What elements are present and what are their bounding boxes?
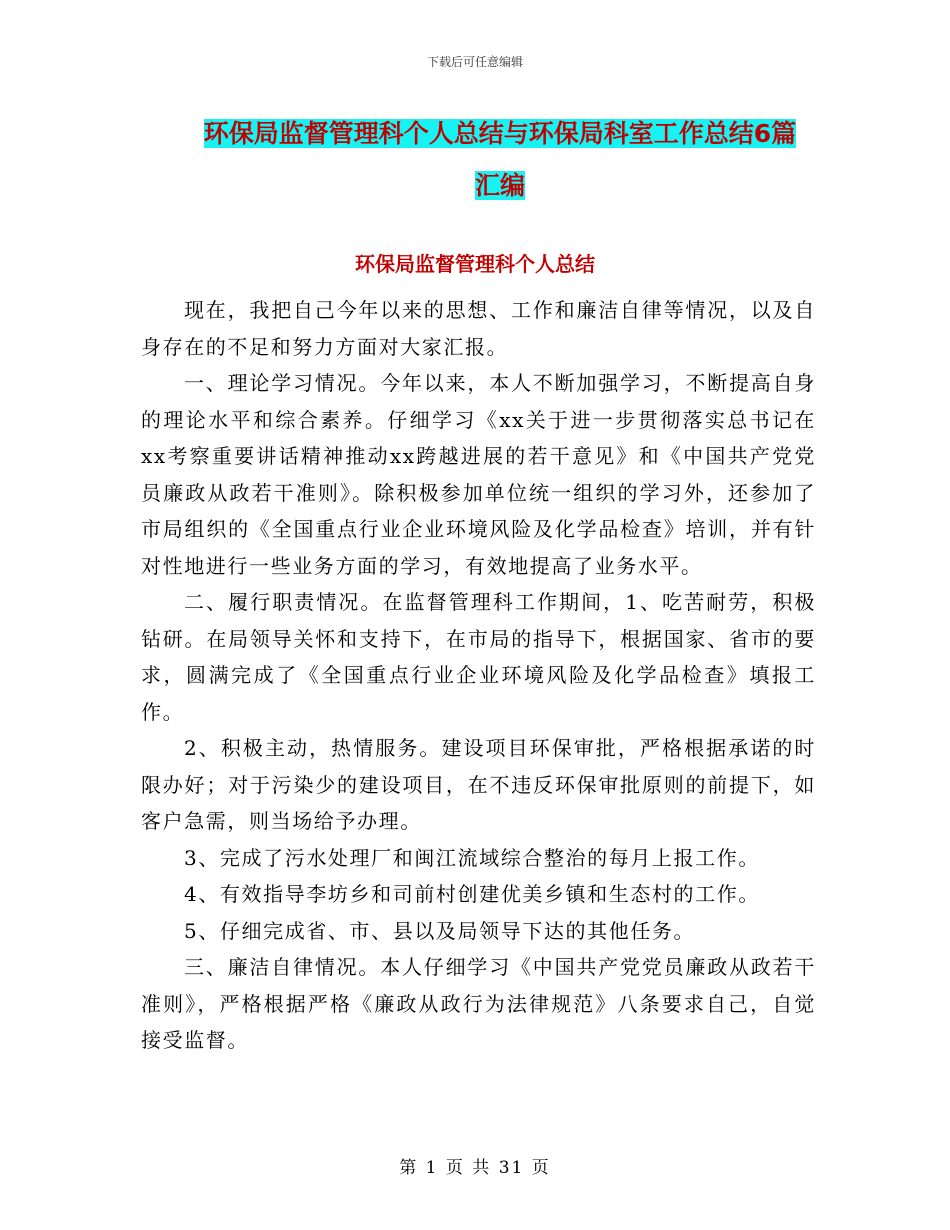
paragraph-service: 2、积极主动，热情服务。建设项目环保审批，严格根据承诺的时限办好；对于污染少的建设项目，在不违反环保审批原则的前提下，如客户急需，则当场给予办理。	[141, 736, 816, 833]
header-note: 下载后可任意编辑	[426, 55, 523, 69]
paragraph-integrity: 三、廉洁自律情况。本人仔细学习《中国共产党党员廉政从政若干准则》，严格根据严格《廉政从政行为法律规范》八条要求自己，自觉接受监督。	[141, 955, 816, 1052]
section-title: 环保局监督管理科个人总结	[355, 252, 595, 276]
document-body	[141, 292, 816, 1059]
paragraph-intro: 现在，我把自己今年以来的思想、工作和廉洁自律等情况，以及自身存在的不足和努力方面对大家汇报。	[141, 298, 816, 359]
paragraph-guidance: 4、有效指导李坊乡和司前村创建优美乡镇和生态村的工作。	[184, 882, 760, 906]
document-title-text: 环保局监督管理科个人总结与环保局科室工作总结6篇汇编	[203, 119, 797, 200]
document-title	[195, 108, 805, 212]
paragraph-reporting: 3、完成了污水处理厂和闽江流域综合整治的每月上报工作。	[184, 845, 760, 870]
paragraph-duties: 二、履行职责情况。在监督管理科工作期间，1、吃苦耐劳，积极钻研。在局领导关怀和支持下，在市局的指导下，根据国家、省市的要求，圆满完成了《全国重点行业企业环境风险及化学品检查》填报工作。	[141, 590, 816, 724]
paragraph-theory-study: 一、理论学习情况。今年以来，本人不断加强学习，不断提高自身的理论水平和综合素养。仔细学习《xx关于进一步贯彻落实总书记在xx考察重要讲话精神推动xx跨越进展的若干意见》和《中国共产党党员廉政从政若干准则》。除积极参加单位统一组织的学习外，还参加了市局组织的《全国重点行业企业环境风险及化学品检查》培训，并有针对性地进行一些业务方面的学习，有效地提高了业务水平。	[141, 371, 816, 578]
page-number: 第 1 页 共 31 页	[399, 1158, 551, 1178]
paragraph-other-tasks: 5、仔细完成省、市、县以及局领导下达的其他任务。	[184, 918, 696, 943]
